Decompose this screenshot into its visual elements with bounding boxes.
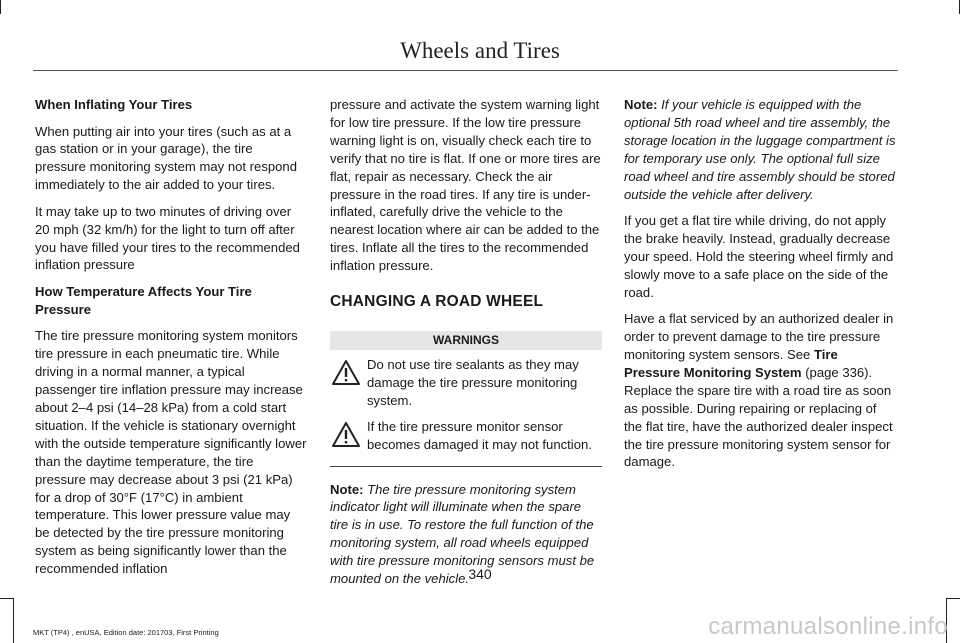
heading-inflating: When Inflating Your Tires <box>35 97 193 112</box>
paragraph-text: Have a flat serviced by an authorized dealer in order to prevent damage to the tire pressure monitoring system sensors. See <box>624 311 894 362</box>
heading-temperature: How Temperature Affects Your Tire Pressure <box>35 283 252 317</box>
warnings-end-rule <box>330 466 602 467</box>
paragraph <box>624 310 896 471</box>
column-2 <box>330 96 602 597</box>
note-label: Note: <box>624 97 658 112</box>
crop-mark <box>13 598 14 643</box>
cross-reference-link[interactable]: Tire Pressure Monitoring System <box>624 346 838 380</box>
warning-text: Do not use tire sealants as they may damage the tire pressure monitoring system. <box>367 356 579 408</box>
warnings-header: WARNINGS <box>330 331 602 350</box>
section-heading: CHANGING A ROAD WHEEL <box>330 293 544 311</box>
warning-item <box>330 418 602 454</box>
note-text: The tire pressure monitoring system indicator light will illuminate when the spare tire is in use. To restore the full function of the monitoring system, all road wheels equipped with tire pressure monitoring sensors must be mounted on the vehicle. <box>330 481 595 587</box>
column-3 <box>624 96 896 480</box>
page-number: 340 <box>468 566 492 582</box>
paragraph: The tire pressure monitoring system monitors tire pressure in each pneumatic tire. While driving in a normal manner, a typical passenger tire inflation pressure may increase about 2–4 psi (14–28 kPa) from a cold start situation. If the vehicle is stationary overnight with the outside temperature significantly lower than the daytime temperature, the tire pressure may decrease about 3 psi (21 kPa) for a drop of 30°F (17°C) in ambient temperature. This lower pressure value may be detected by the tire pressure monitoring system as being significantly lower than the recommended inflation <box>35 328 307 577</box>
paragraph: When putting air into your tires (such as at a gas station or in your garage), the tire pressure monitoring system may not respond immediately to the air added to your tires. <box>35 123 297 193</box>
footer-edition: MKT (TP4) , enUSA, Edition date: 201703, First Printing <box>33 628 219 637</box>
warning-triangle-icon <box>331 359 361 386</box>
crop-mark <box>0 598 13 599</box>
warning-text: If the tire pressure monitor sensor becomes damaged it may not function. <box>367 418 592 452</box>
watermark: carmanualsonline.info <box>708 613 948 640</box>
column-1 <box>35 96 307 587</box>
paragraph: pressure and activate the system warning light for low tire pressure. If the low tire pressure warning light is on, visually check each tire to verify that no tire is flat. If one or more tires are flat, repair as necessary. Check the air pressure in the road tires. If any tire is under-inflated, carefully drive the vehicle to the nearest location where air can be added to the tires. Inflate all the tires to the recommended inflation pressure. <box>330 97 601 274</box>
page-reference: (page 336). <box>805 364 873 380</box>
header-rule <box>33 70 898 71</box>
paragraph-text: Replace the spare tire with a road tire as soon as possible. During repairing or replacing of the flat tire, have the authorized dealer inspect the tire pressure monitoring system sensor for damage. <box>624 382 893 470</box>
page-title: Wheels and Tires <box>400 38 560 63</box>
note <box>624 96 896 203</box>
paragraph: It may take up to two minutes of driving over 20 mph (32 km/h) for the light to turn off after you have filled your tires to the recommended inflation pressure <box>35 203 300 273</box>
note-text: If your vehicle is equipped with the optional 5th road wheel and tire assembly, the storage location in the luggage compartment is for temporary use only. The optional full size road wheel and tire assembly should be stored outside the vehicle after delivery. <box>624 97 896 202</box>
paragraph: If you get a flat tire while driving, do not apply the brake heavily. Instead, gradually decrease your speed. Hold the steering wheel firmly and slowly move to a safe place on the side of the road. <box>624 213 894 300</box>
crop-mark <box>947 598 960 599</box>
warning-item <box>330 356 602 410</box>
note-label: Note: <box>330 481 364 497</box>
crop-mark <box>0 0 1 14</box>
warning-triangle-icon <box>331 421 361 448</box>
